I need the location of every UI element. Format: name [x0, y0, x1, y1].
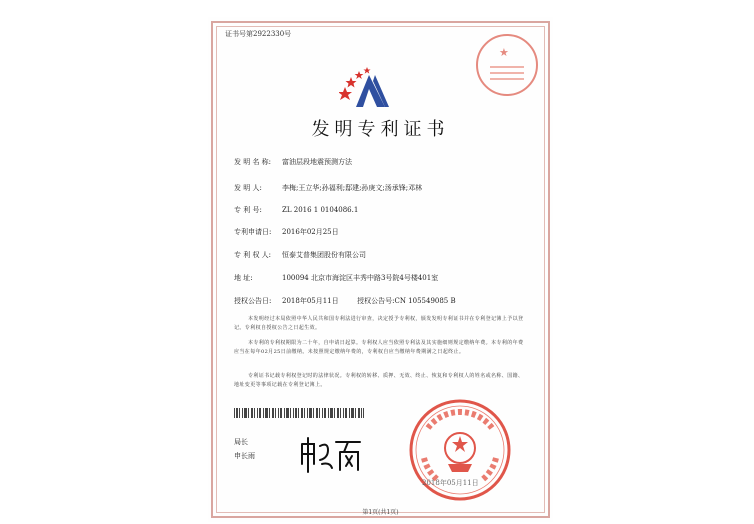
- field-label: 地 址:: [234, 274, 253, 282]
- page-footer: 第1页(共1页): [362, 509, 399, 516]
- field-application-date: [234, 227, 339, 237]
- grant-announce-label: 授权公告日:: [234, 297, 272, 305]
- seal-date: 2018年05月11日: [422, 479, 479, 487]
- field-value: 富油层段地震预测方法: [282, 158, 352, 166]
- certificate-title: 发明专利证书: [311, 119, 450, 140]
- field-label: 专 利 号:: [234, 206, 262, 214]
- field-inventors: [234, 183, 422, 193]
- field-value: ZL 2016 1 0104086.1: [282, 206, 359, 214]
- field-value: 100094 北京市海淀区丰秀中路3号院4号楼401室: [282, 274, 439, 282]
- field-label: 专利申请日:: [234, 228, 272, 236]
- top-seal-icon: ★: [476, 34, 538, 96]
- paragraph-2: 本专利的专利权期限为二十年，自申请日起算。专利权人应当依照专利法及其实施细则规定缴纳年费。本专利的年费应当在每年02月25日前缴纳。未按照规定缴纳年费的，专利权自应当缴纳年费期满之日起终止。: [234, 340, 524, 355]
- field-grant-info: [234, 296, 456, 306]
- paragraph-1: 本发明经过本局依照中华人民共和国专利法进行审查，决定授予专利权，颁发发明专利证书并在专利登记簿上予以登记。专利权自授权公告之日起生效。: [234, 316, 524, 331]
- paragraph-3: 专利证书记载专利权登记时的法律状况。专利权的转移、质押、无效、终止、恢复和专利权人的姓名或名称、国籍、地址变更等事项记载在专利登记簿上。: [234, 373, 524, 388]
- certificate-page: [208, 17, 553, 522]
- field-label: 专 利 权 人:: [234, 251, 272, 259]
- barcode-icon: [234, 408, 364, 418]
- field-label: 发 明 名 称:: [234, 158, 272, 166]
- field-address: [234, 273, 438, 283]
- field-value: 恒泰艾普集团股份有限公司: [282, 251, 366, 259]
- director-title: 局长: [234, 438, 248, 446]
- field-value: 2016年02月25日: [282, 228, 339, 236]
- field-label: 发 明 人:: [234, 184, 262, 192]
- grant-announce-no: CN 105549085 B: [394, 297, 456, 305]
- field-patent-number: [234, 205, 358, 215]
- grant-announce-no-label: 授权公告号:: [357, 297, 395, 305]
- field-invention-name: [234, 157, 352, 167]
- director-name: 申长雨: [234, 452, 255, 460]
- patent-office-emblem-icon: [339, 57, 391, 111]
- certificate-number: 证书号第2922330号: [225, 30, 292, 38]
- field-patentee: [234, 250, 366, 260]
- field-value: 李梅;王立华;孙福利;邸建;孙庚文;汤承锋;邓林: [282, 184, 423, 192]
- director-signature-icon: [298, 434, 362, 474]
- grant-announce-date: 2018年05月11日: [282, 297, 339, 305]
